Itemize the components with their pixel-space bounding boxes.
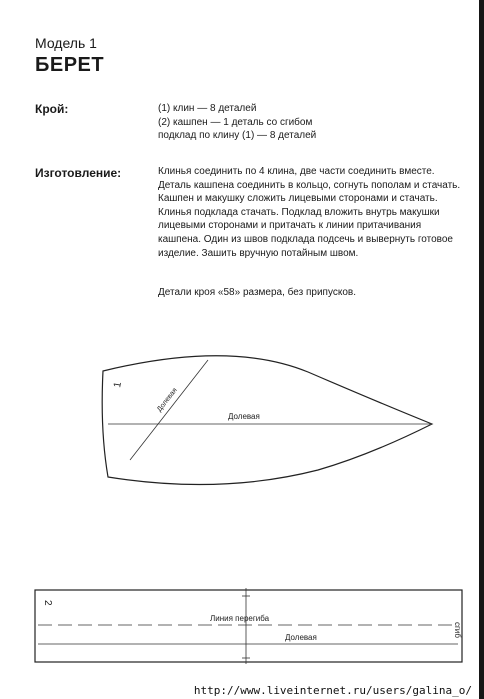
diagonal-grain-label: Долевая <box>156 386 179 414</box>
pattern-piece-1 <box>102 356 432 485</box>
pattern-piece-2 <box>35 588 462 664</box>
making-line: изделие. Зашить вручную потайным швом. <box>158 247 359 259</box>
making-line: лицевыми сторонами и притачать к линии притачивания <box>158 220 422 232</box>
page-title: БЕРЕТ <box>35 54 105 76</box>
making-line: Кашпен и макушку сложить лицевыми сторонами и стачать. <box>158 193 438 205</box>
band-outline <box>35 590 462 662</box>
diagonal-grain-line <box>130 360 208 460</box>
cut-label: Крой: <box>35 102 69 116</box>
fold-line-label: Линия перегиба <box>210 614 270 623</box>
cut-item: подклад по клину (1) — 8 деталей <box>158 130 317 142</box>
band-grain-label: Долевая <box>285 633 317 642</box>
cut-item: (1) клин — 8 деталей <box>158 103 257 114</box>
piece-number: 1 <box>112 381 124 389</box>
making-line: Клинья соединить по 4 клина, две части соединить вместе. <box>158 166 435 177</box>
size-note: Детали кроя «58» размера, без припусков. <box>158 287 356 298</box>
fold-label: сгиб <box>453 622 462 638</box>
making-line: Клинья подклада стачать. Подклад вложить внутрь макушки <box>158 206 440 218</box>
model-label: Модель 1 <box>35 35 97 51</box>
watermark-url: http://www.liveinternet.ru/users/galina_o/ <box>193 684 472 697</box>
band-number: 2 <box>42 600 53 606</box>
cut-item: (2) кашпен — 1 деталь со сгибом <box>158 116 313 128</box>
making-line: кашпена. Один из швов подклада подсечь и вывернуть готовое <box>158 233 453 245</box>
making-label: Изготовление: <box>35 166 122 180</box>
grain-label: Долевая <box>228 412 260 421</box>
wedge-outline <box>102 356 432 485</box>
making-line: Деталь кашпена соединить в кольцо, согнуть пополам и стачать. <box>158 179 461 191</box>
